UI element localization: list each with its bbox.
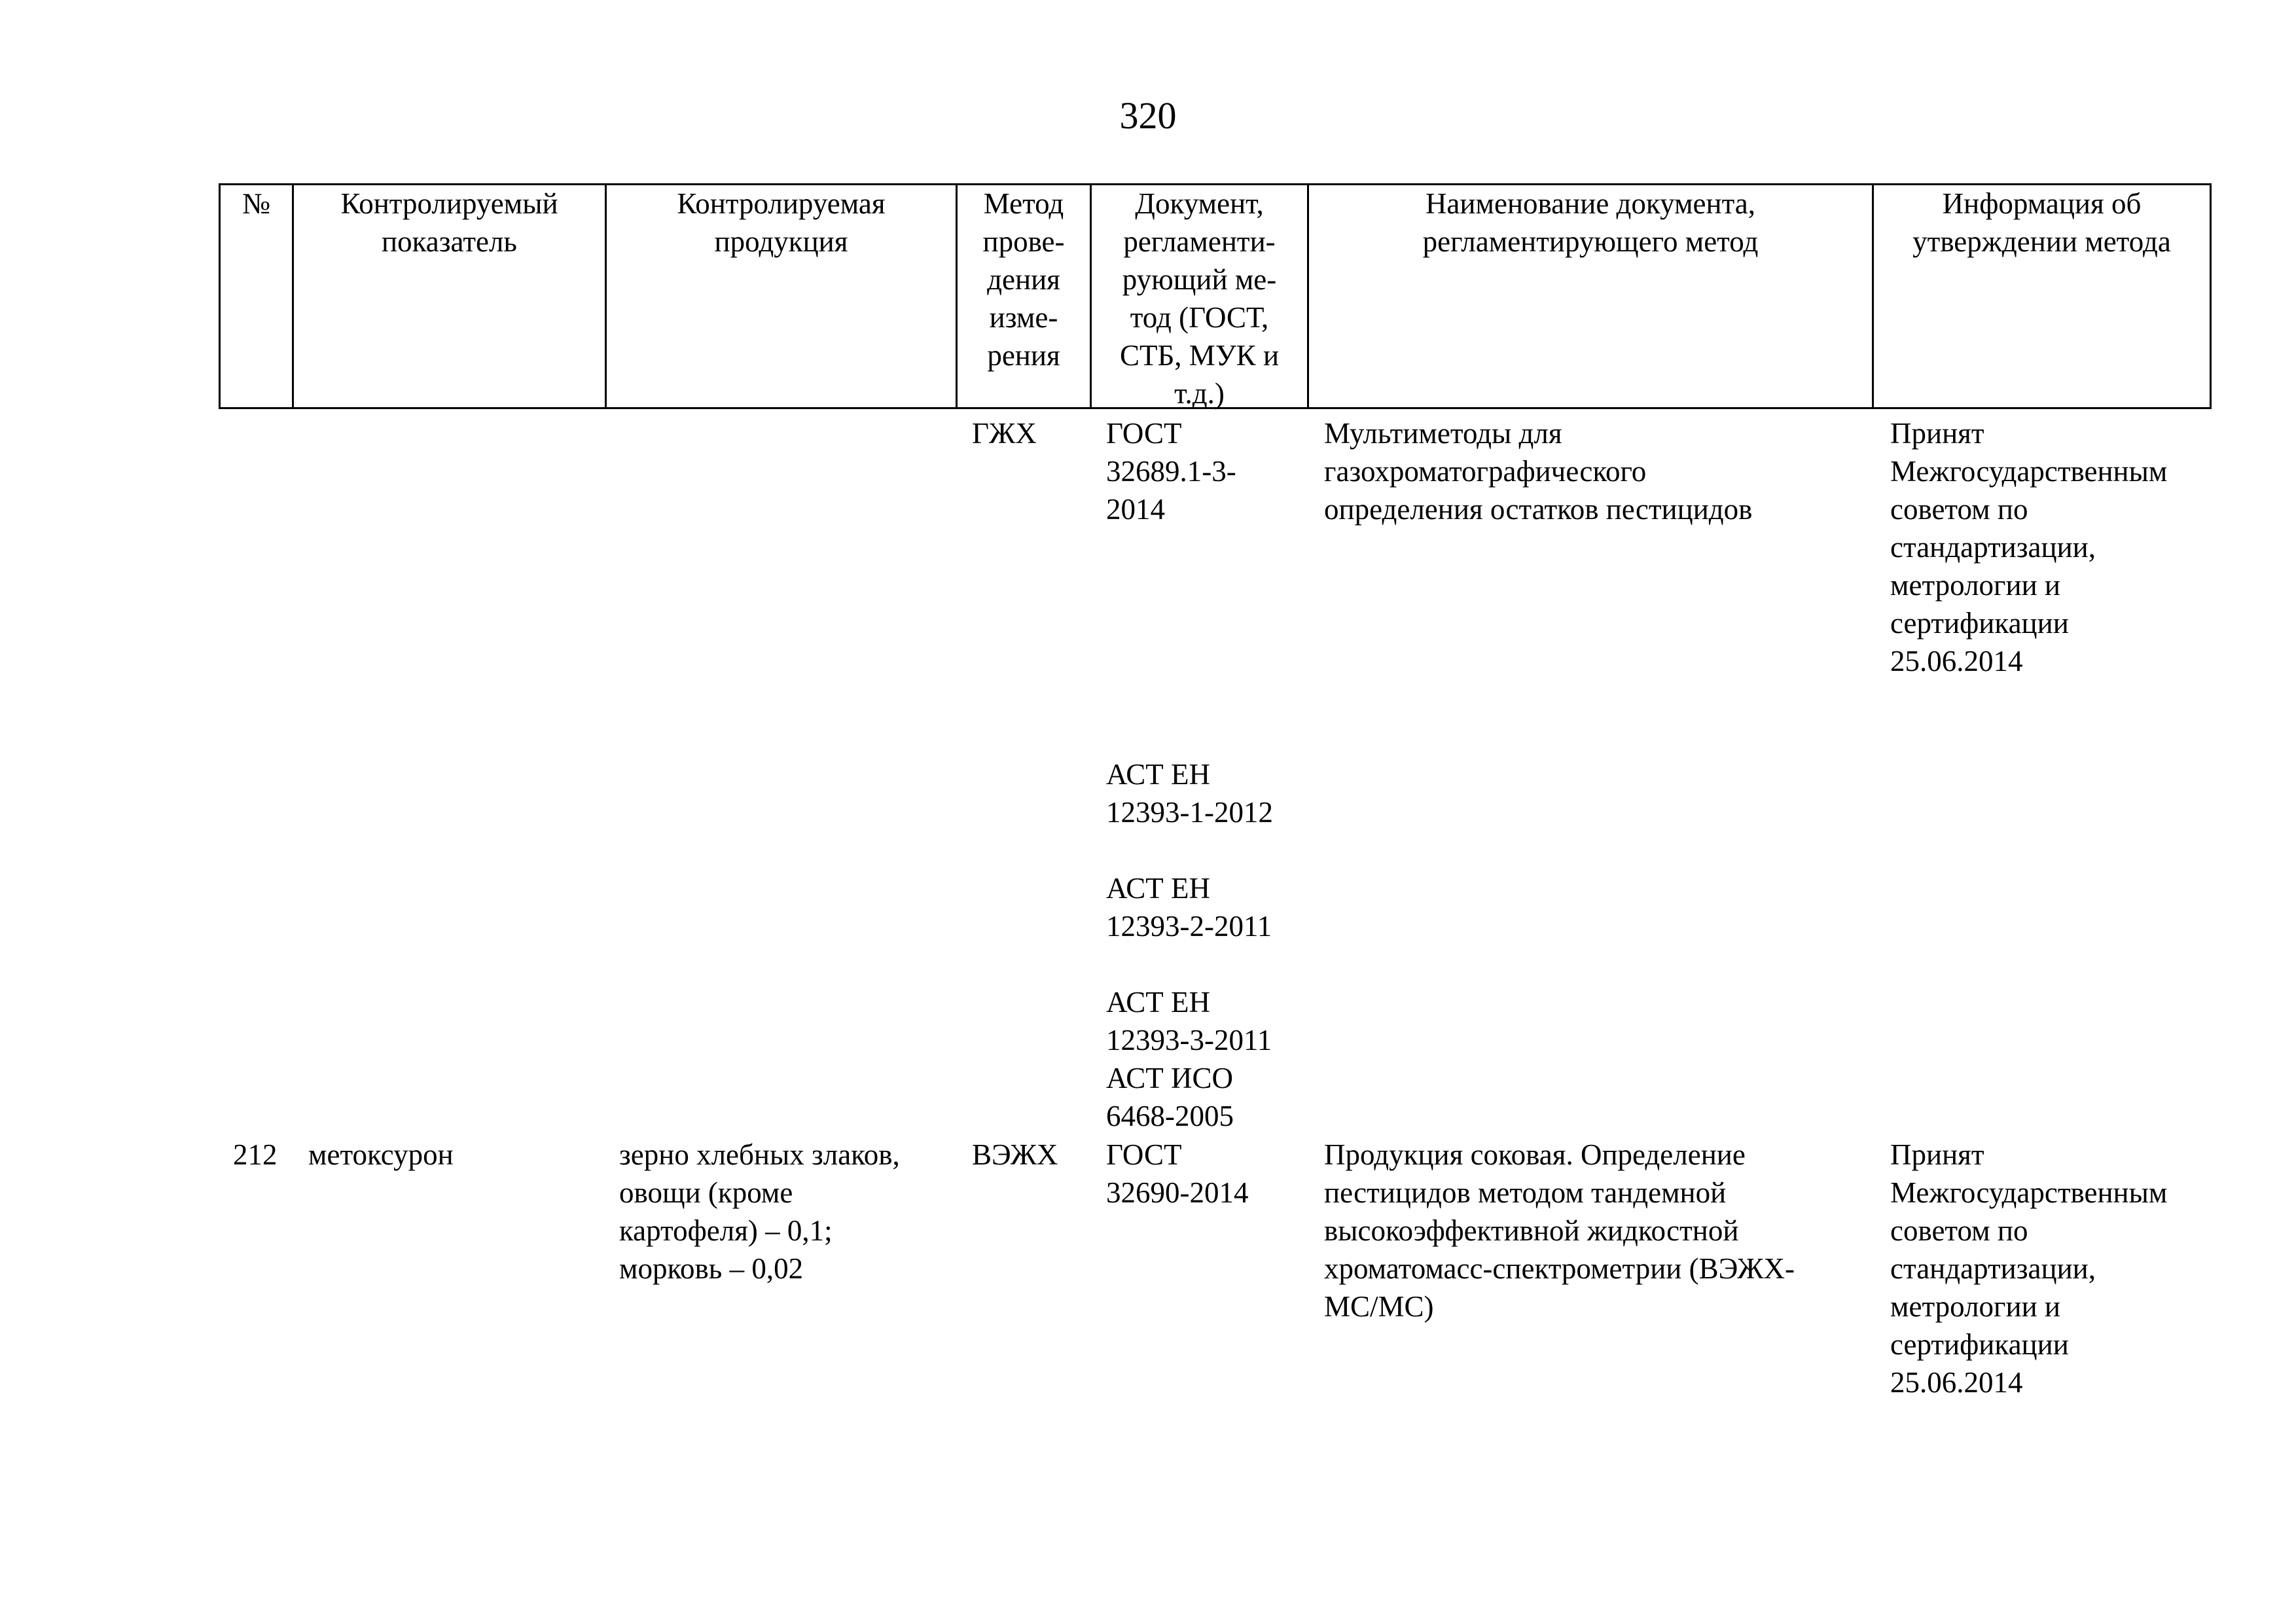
- header-product: Контролируемая продукция: [677, 187, 886, 258]
- row-approval-info: Принят Межгосударственным советом по стандартизации, метрологии и сертификации 25.06.2014: [1890, 417, 2168, 677]
- row-document-name: Продукция соковая. Определение пестицидов методом тандемной высокоэффективной жидкостной хроматомасс-спектрометрии (ВЭЖХ- МС/МС): [1324, 1138, 1795, 1323]
- header-document-name: Наименование документа, регламентирующего метод: [1422, 187, 1759, 258]
- row-method: ГЖХ: [972, 417, 1037, 450]
- header-approval-info: Информация об утверждении метода: [1912, 187, 2171, 258]
- row-indicator: метоксурон: [308, 1138, 454, 1171]
- row-approval-info: Принят Межгосударственным советом по стандартизации, метрологии и сертификации 25.06.2014: [1890, 1138, 2168, 1399]
- header-method: Метод прове- дения изме- рения: [982, 187, 1065, 372]
- row-document-list: АСТ ЕН 12393-1-2012 АСТ ЕН 12393-2-2011 АСТ ЕН 12393-3-2011 АСТ ИСО 6468-2005: [1106, 758, 1273, 1132]
- row-document: ГОСТ 32690-2014: [1106, 1138, 1249, 1209]
- row-method: ВЭЖХ: [972, 1138, 1058, 1171]
- header-number: №: [242, 187, 270, 220]
- header-document: Документ, регламенти- рующий ме- тод (ГОСТ, СТБ, МУК и т.д.): [1119, 187, 1280, 410]
- row-product: зерно хлебных злаков, овощи (кроме картофеля) – 0,1; морковь – 0,02: [619, 1138, 900, 1285]
- row-document-name: Мультиметоды для газохроматографического определения остатков пестицидов: [1324, 417, 1753, 526]
- row-document: ГОСТ 32689.1-3- 2014: [1106, 417, 1236, 526]
- header-indicator: Контролируемый показатель: [340, 187, 558, 258]
- row-number: 212: [233, 1138, 278, 1171]
- page-number: 320: [1119, 94, 1177, 137]
